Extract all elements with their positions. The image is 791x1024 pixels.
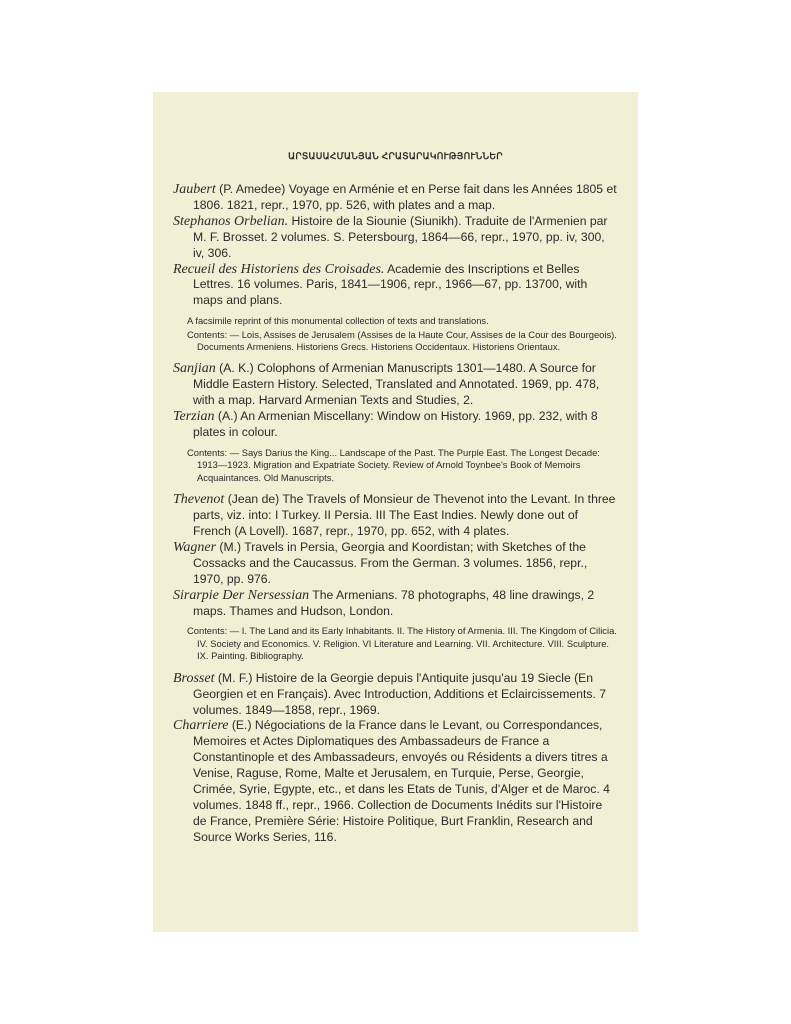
entry-contents-note: Contents: — I. The Land and its Early Inhabitants. II. The History of Armenia. III. The Kingdom of Cilicia. IV. Society and Economics. V. Religion. VI Literature and Learning. VII. Architecture. VIII. Sculpture. IX. Painting. Bibliography. [187, 625, 617, 662]
entry-text: (Jean de) The Travels of Monsieur de Thevenot into the Levant. In three parts, viz. into: I Turkey. II Persia. III The East Indies. Newly done out of French (A Lovell). 1687, repr., 1970, pp. 652, with 4 plates. [193, 492, 616, 539]
entry-author: Thevenot [173, 492, 225, 508]
entry-text: (M. F.) Histoire de la Georgie depuis l'Antiquite jusqu'au 19 Siecle (En Georgien et en Français). Avec Introduction, Additions et Eclaircissements. 7 volumes. 1849—1858, repr., 1969. [193, 670, 607, 717]
bibliography-entry [173, 182, 618, 214]
entry-author: Sanjian [173, 361, 216, 377]
entry-author: Jaubert [173, 182, 216, 197]
entry-contents-note: Contents: — Lois, Assises de Jerusalem (Assises de la Haute Cour, Assises de la Cour des Bourgeois). Documents Armeniens. Historiens Grecs. Historiens Occidentaux. Historiens Orientaux. [187, 328, 617, 353]
bibliography-entry [173, 540, 618, 588]
bibliography-entry [173, 671, 618, 719]
bibliography-entry [173, 718, 618, 845]
entry-author: Terzian [173, 409, 215, 425]
entry-text: (A. K.) Colophons of Armenian Manuscripts 1301—1480. A Source for Middle Eastern History. Selected, Translated and Annotated. 1969, pp. 478, with a map. Harvard Armenian Texts and Studies, 2. [193, 361, 600, 408]
bibliography-entry [173, 492, 618, 540]
entry-author: Wagner [173, 539, 217, 555]
entry-note: A facsimile reprint of this monumental collection of texts and translations. [187, 315, 489, 327]
entry-author: Charriere [173, 718, 229, 734]
entry-contents-note: Contents: — Says Darius the King... Landscape of the Past. The Purple East. The Longest Decade: 1913—1923. Migration and Expatriate Society. Review of Arnold Toynbee's Book of Memoirs Acquaintances. Old Manuscripts. [187, 447, 600, 483]
bibliography-entry [173, 361, 618, 409]
book-page [153, 92, 638, 932]
entry-text: Academie des Inscriptions et Belles Lettres. 16 volumes. Paris, 1841—1906, repr., 1966—67, pp. 13700, with maps and plans. [193, 261, 588, 308]
entry-text: (E.) Négociations de la France dans le Levant, ou Correspondances, Memoires et Actes Diplomatiques des Ambassadeurs de France a Constantinople et des Ambassadeurs, envoyés ou Résidents a divers titres a Venise, Raguse, Rome, Malte et Jerusalem, en Turquie, Perse, Georgie, Crimée, Syrie, Egypte, etc., et dans les Etats de Tunis, d'Alger et de Maroc. 4 volumes. 1848 ff., repr., 1966. Collection de Documents Inédits sur l'Histoire de France, Première Série: Histoire Politique, Burt Franklin, Research and Source Works Series, 116. [193, 718, 610, 844]
bibliography-list [173, 182, 618, 846]
entry-text: (A.) An Armenian Miscellany: Window on History. 1969, pp. 232, with 8 plates in colour. [193, 409, 598, 440]
entry-author: Stephanos Orbelian. [173, 213, 289, 229]
entry-text: (M.) Travels in Persia, Georgia and Koordistan; with Sketches of the Cossacks and the Caucassus. From the German. 3 volumes. 1856, repr., 1970, pp. 976. [193, 539, 588, 586]
entry-author: Recueil des Historiens des Croisades. [173, 261, 385, 277]
entry-text: The Armenians. 78 photographs, 48 line drawings, 2 maps. Thames and Hudson, London. [193, 587, 595, 618]
page-header: ԱՐՏԱՍԱՀՄԱՆՅԱՆ ՀՐԱՏԱՐԱԿՈՒԹՅՈՒՆՆԵՐ [288, 151, 503, 161]
bibliography-entry [173, 262, 618, 310]
entry-author: Brosset [173, 670, 215, 686]
entry-text: Histoire de la Siounie (Siunikh). Traduite de l'Armenien par M. F. Brosset. 2 volumes. S. Petersbourg, 1864—66, repr., 1970, pp. iv, 300, iv, 306. [193, 213, 608, 260]
bibliography-entry [173, 588, 618, 620]
bibliography-entry [173, 214, 618, 262]
bibliography-entry [173, 409, 618, 441]
entry-text: (P. Amedee) Voyage en Arménie et en Perse fait dans les Années 1805 et 1806. 1821, repr., 1970, pp. 526, with plates and a map. [193, 182, 617, 212]
entry-author: Sirarpie Der Nersessian [173, 587, 310, 603]
